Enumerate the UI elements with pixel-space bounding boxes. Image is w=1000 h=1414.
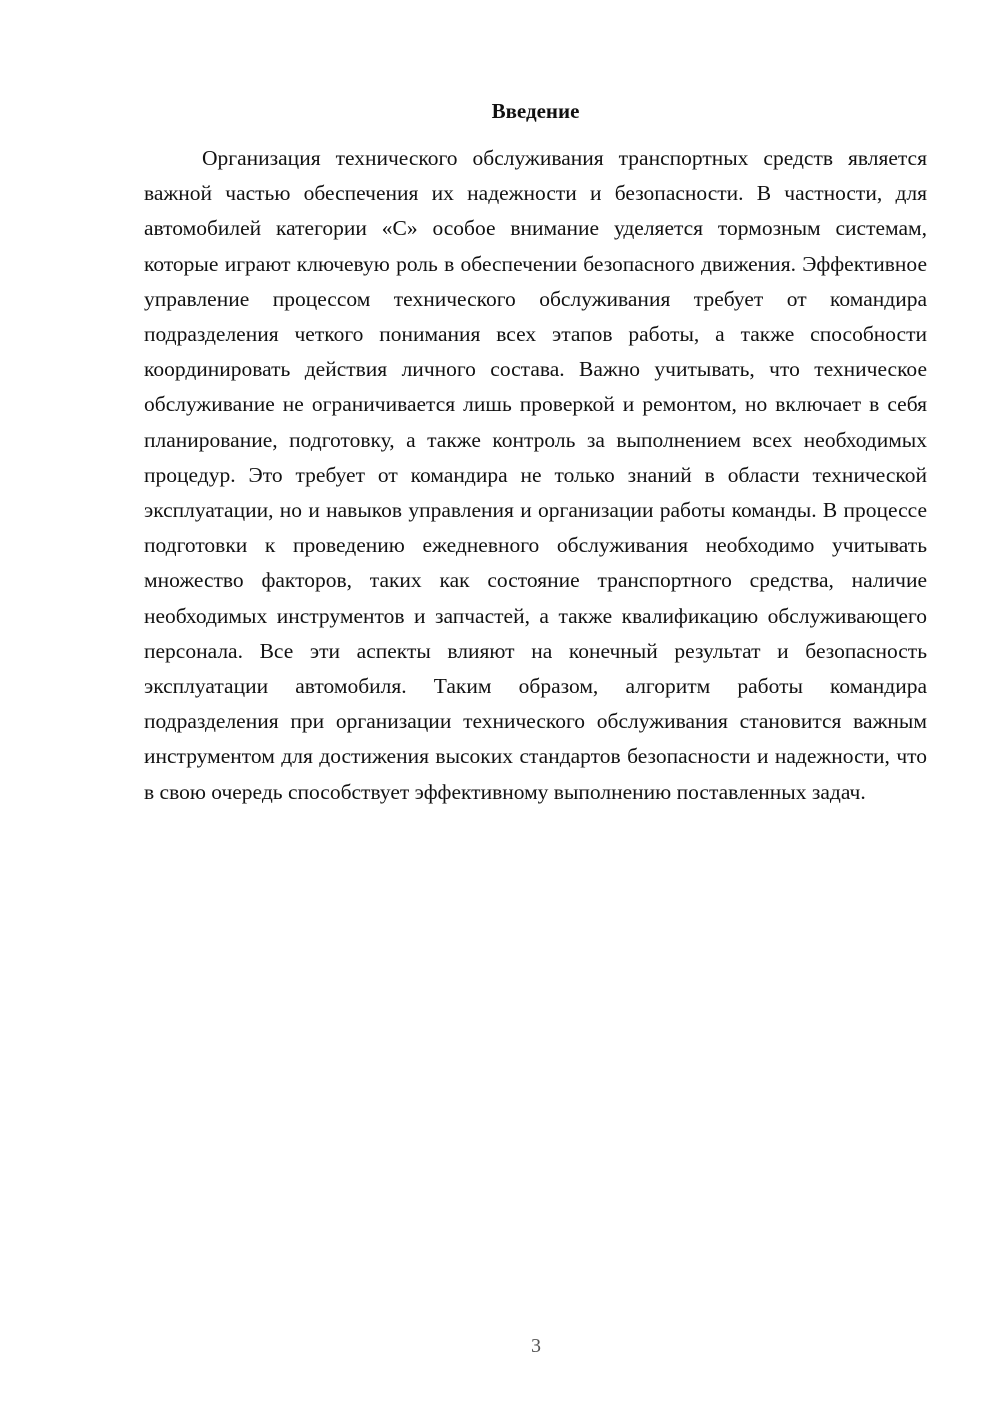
page-number: 3 [531, 1335, 541, 1357]
body-paragraph: Организация технического обслуживания транспортных средств является важной частью обеспечения их надежности и безопасности. В частности, для автомобилей категории «С» особое внимание уделяется тормозным системам, которые играют ключевую роль в обеспечении безопасного движения. Эффективное управление процессом технического обслуживания требует от командира подразделения четкого понимания всех этапов работы, а также способности координировать действия личного состава. Важно учитывать, что техническое обслуживание не ограничивается лишь проверкой и ремонтом, но включает в себя планирование, подготовку, а также контроль за выполнением всех необходимых процедур. Это требует от командира не только знаний в области технической эксплуатации, но и навыков управления и организации работы команды. В процессе подготовки к проведению ежедневного обслуживания необходимо учитывать множество факторов, таких как состояние транспортного средства, наличие необходимых инструментов и запчастей, а также квалификацию обслуживающего персонала. Все эти аспекты влияют на конечный результат и безопасность эксплуатации автомобиля. Таким образом, алгоритм работы командира подразделения при организации технического обслуживания становится важным инструментом для достижения высоких стандартов безопасности и надежности, что в свою очередь способствует эффективному выполнению поставленных задач. [144, 146, 927, 804]
section-heading: Введение [491, 99, 580, 123]
